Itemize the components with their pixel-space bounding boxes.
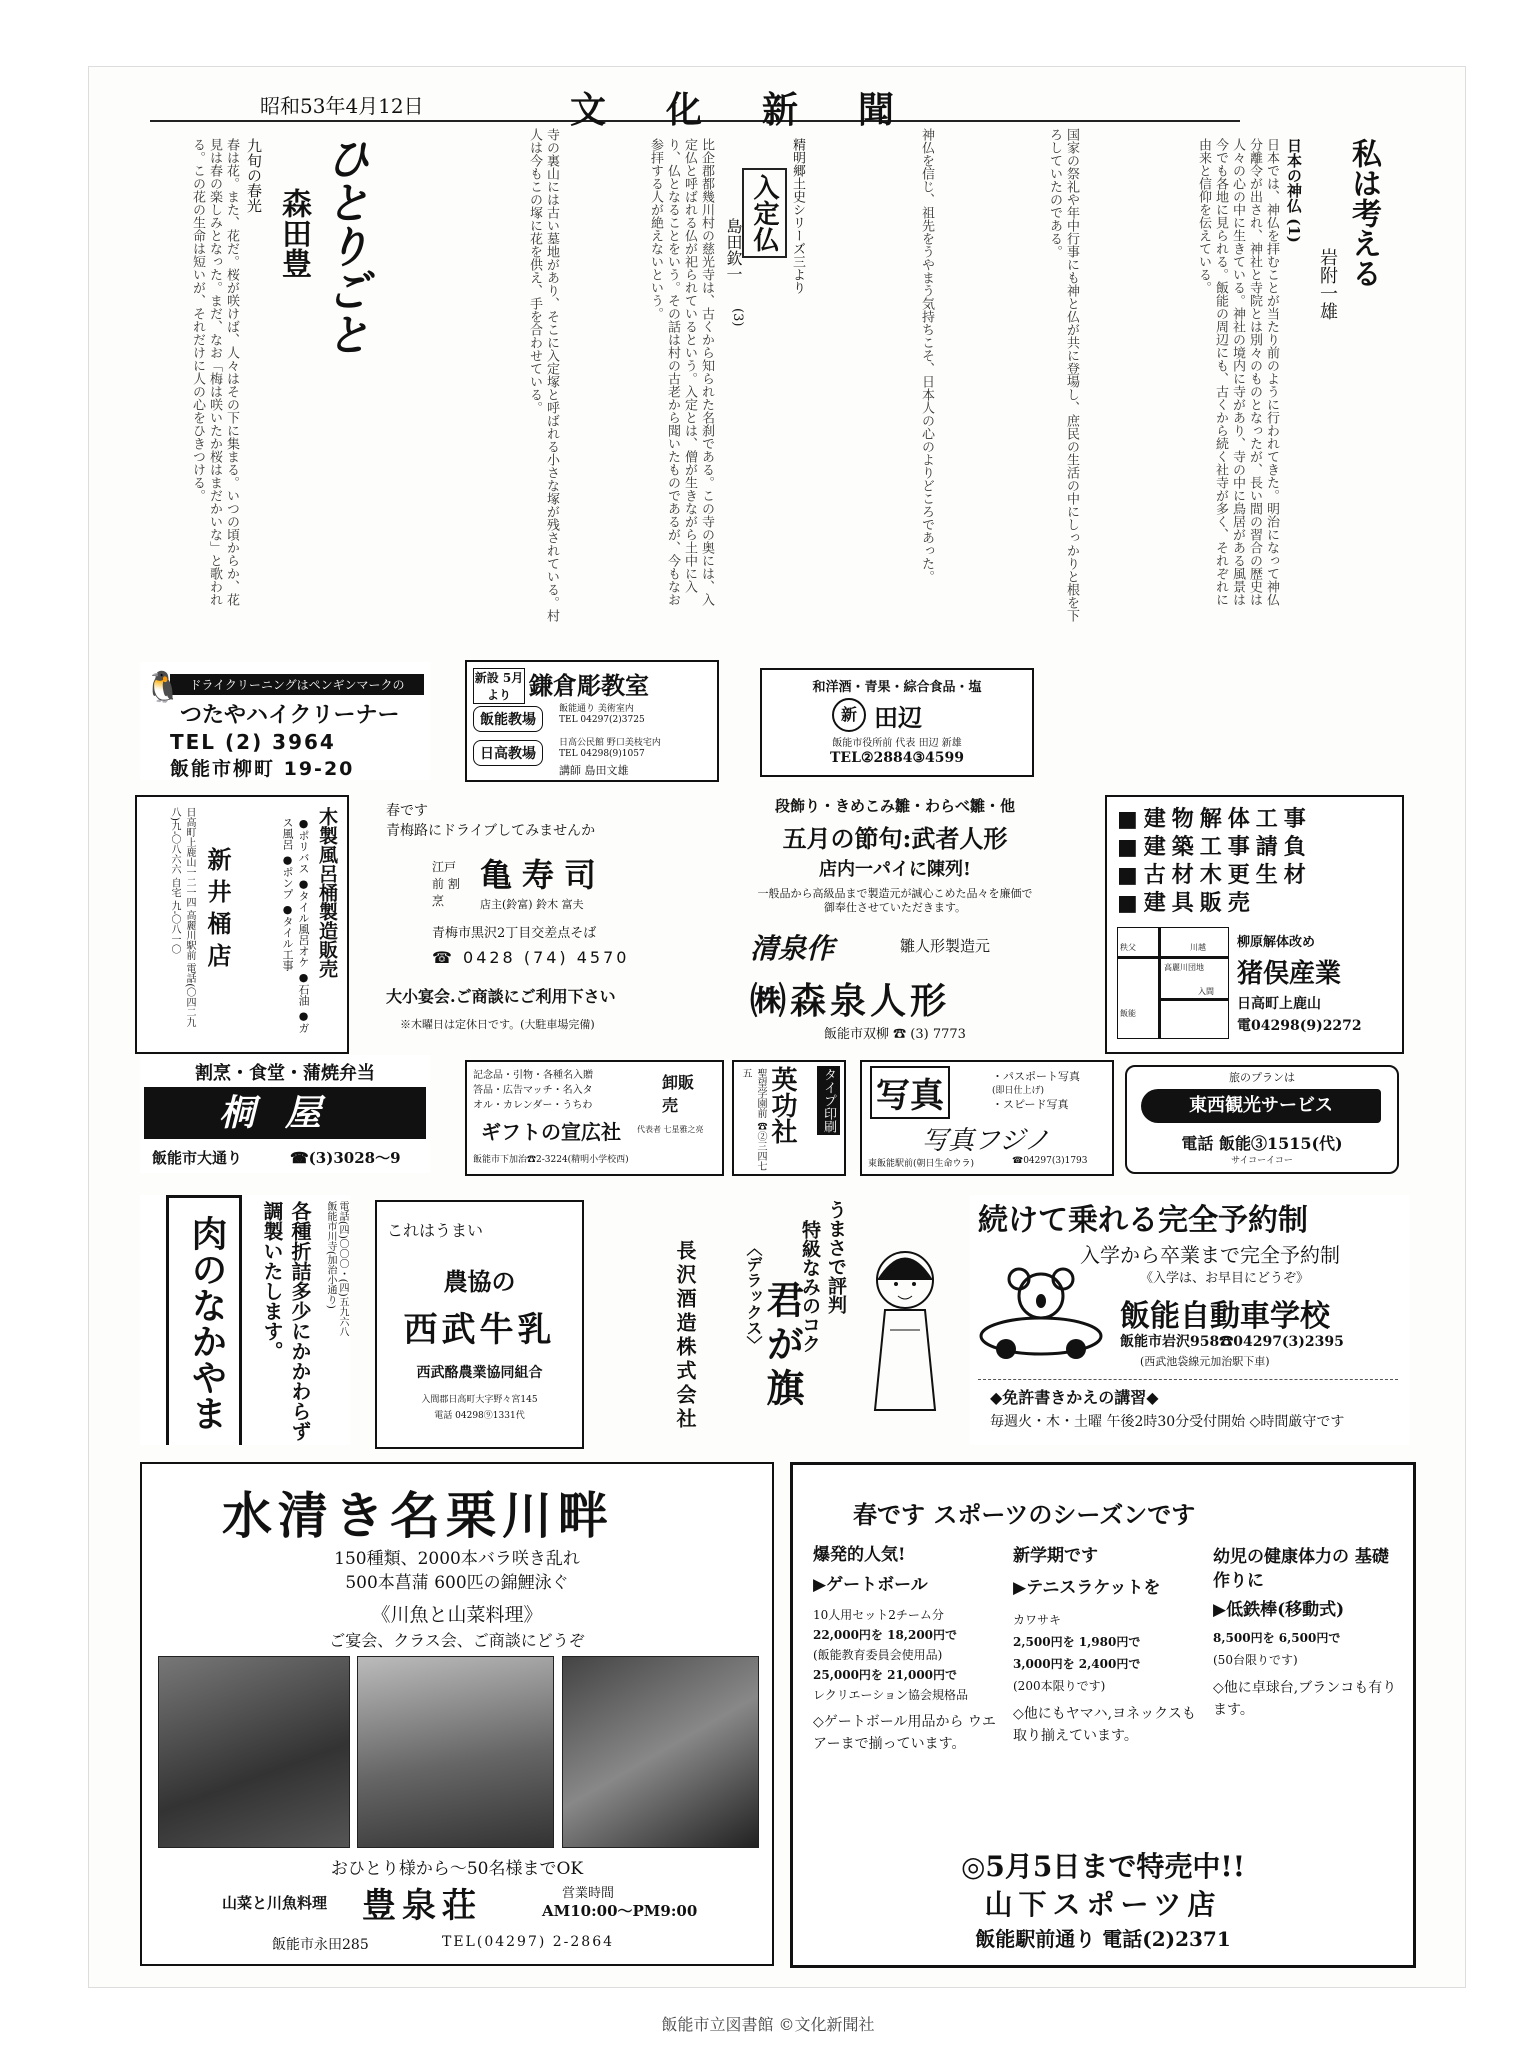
inomata-service-label: 古材木更生材 <box>1143 862 1312 888</box>
school-line3: ◆免許書きかえの講習◆ <box>990 1388 1159 1407</box>
hosenso-line1: 150種類、2000本バラ咲き乱れ <box>334 1549 580 1569</box>
nakayama-copy: 各種折詰多少にかかわらず調製いたします。 <box>260 1201 312 1441</box>
fujino-item2: ・スピード写真 <box>992 1098 1069 1111</box>
essay2-body-continued: 寺の裏山には古い墓地があり、そこに入定塚と呼ばれる小さな塚が残されている。村人は今もこの塚に花を供え、手を合わせている。 <box>527 128 559 622</box>
morisen-maker: 雛人形製造元 <box>900 937 991 955</box>
kimigayo-girl-illustration <box>860 1240 950 1420</box>
hosenso-line4: ご宴会、クラス会、ご商談にどうぞ <box>329 1631 585 1650</box>
tennis-limit: (200本限りです) <box>1013 1679 1106 1693</box>
hosenso-photo-garden <box>357 1656 554 1848</box>
eikosha-side: 聖望学園前 ☎②三四七五 <box>740 1068 766 1172</box>
morisen-line2: 店内一パイに陳列! <box>819 859 971 880</box>
eikosha-kind: タイプ印刷 <box>817 1066 840 1135</box>
map-label-chichibu: 秩父 <box>1120 943 1136 952</box>
kimigayo-maker: 長沢酒造株式会社 <box>673 1240 697 1432</box>
kamakura-class-hanno: 飯能教場 <box>473 706 543 732</box>
essay-subtitle: 九旬の春光 <box>245 138 263 213</box>
gateball-price2: 25,000円を 21,000円で <box>813 1668 958 1682</box>
ad-tsutaya-cleaner <box>140 662 430 780</box>
koala-car-illustration <box>976 1261 1106 1361</box>
ad-yamashita-sports <box>790 1462 1416 1968</box>
ad-photo-fujino <box>860 1060 1114 1176</box>
newspaper-name: 文化新聞 <box>570 89 955 131</box>
senkosha-lines <box>473 1068 593 1113</box>
kamakura-info <box>559 704 661 760</box>
essay-author: 森田豊 <box>276 188 311 278</box>
inomata-note: 柳原解体改め <box>1237 935 1316 950</box>
gateball-line3: (飯能教育委員会使用品) <box>813 1648 943 1662</box>
inomata-service-label: 建物解体工事 <box>1143 806 1312 832</box>
essay-number: (3) <box>730 308 745 327</box>
tanabe-tel: TEL②2884③4599 <box>830 750 964 766</box>
kamakura-info-1: 飯能通り 美術室内 <box>559 704 634 714</box>
sports-sale: ◎5月5日まで特売中!! <box>961 1850 1245 1883</box>
inomata-service-label: 建築工事請負 <box>1143 834 1312 860</box>
square-bullet-icon: ■ <box>1117 834 1144 860</box>
inomata-map <box>1117 927 1229 1039</box>
ad-arai-oke <box>135 795 349 1054</box>
school-name: 飯能自動車学校 <box>1120 1299 1330 1334</box>
inomata-service-item <box>1117 889 1392 917</box>
essay-watashi-wa-kangaeru <box>1085 128 1395 633</box>
ad-kimigayo <box>600 1200 960 1445</box>
tozai-line1: 旅のプランは <box>1229 1071 1295 1084</box>
inomata-service-item <box>1117 805 1392 833</box>
sports-address: 飯能駅前通り 電話(2)2371 <box>975 1927 1231 1951</box>
kiriya-tel: ☎(3)3028～9 <box>290 1149 401 1167</box>
arai-title: 木製風呂桶製造販売 <box>316 807 338 978</box>
senkosha-line1: 記念品・引物・各種名入贈 <box>473 1070 593 1081</box>
gateball-line1: 10人用セット2チーム分 <box>813 1608 944 1622</box>
senkosha-sale: 卸販売 <box>662 1073 695 1115</box>
map-label-kawagoe: 川越 <box>1190 943 1206 952</box>
kamakura-class-hidaka: 日高教場 <box>473 740 543 766</box>
masthead <box>150 86 1240 131</box>
senkosha-line2: 答品・広告マッチ・名入タ <box>473 1085 593 1096</box>
kamezushi-address: 青梅市黒沢2丁目交差点そば <box>432 926 597 941</box>
kamezushi-line2: 青梅路にドライブしてみませんか <box>386 823 596 839</box>
school-address: 飯能市岩沢958☎04297(3)2395 <box>1120 1334 1344 1350</box>
bar-other: ◇他に卓球台,ブランコも有ります。 <box>1213 1680 1397 1718</box>
series-label: 精明郷土史シリーズ三より <box>790 138 805 294</box>
footer-credit: 飯能市立図書館 ©文化新聞社 <box>661 2015 875 2034</box>
arai-name: 新井桶店 <box>203 847 232 975</box>
hosenso-line3: 《川魚と山菜料理》 <box>371 1604 543 1626</box>
kamezushi-kind: 江戸前 割烹 <box>432 860 460 908</box>
kamezushi-note: ※木曜日は定休日です。(大駐車場完備) <box>400 1018 595 1031</box>
essay-body-continued-2: 神仏を信じ、祖先をうやまう気持ちこそ、日本人の心のよりどころであった。 <box>919 128 934 583</box>
tozai-tel: 電話 飯能③1515(代) <box>1181 1134 1343 1153</box>
ad-tozai-kanko <box>1125 1065 1399 1174</box>
essay-body: 日本では、神仏を拝むことが当たり前のように行われてきた。明治になって神仏分離令が出され、神社と寺院とは別々のものとなったが、長い間の習合の歴史は人々の心の中に生きている。神社の境内に寺があり、寺の中に鳥居がある風景は今でも各地に見られる。飯能の周辺にも、古くから続く社寺が多く、それぞれに由来と信仰を伝えている。 <box>1196 138 1279 606</box>
gateball-line6: ◇ゲートボール用品から ウエアーまで揃っています。 <box>813 1714 996 1752</box>
milk-name: 西武牛乳 <box>403 1310 556 1350</box>
kamezushi-line3: 大小宴会.ご商談にご利用下さい <box>386 987 616 1006</box>
hosenso-line2: 500本菖蒲 600匹の錦鯉泳ぐ <box>345 1573 569 1593</box>
issue-date: 昭和53年4月12日 <box>260 94 424 118</box>
kiriya-header: 割烹・食堂・蒲焼弁当 <box>195 1063 375 1084</box>
sports-column-gateball <box>813 1545 1003 1755</box>
morisen-line1: 段飾り・きめこみ雛・わらべ雛・他 <box>774 797 1015 815</box>
essay-hitorigoto <box>130 128 395 633</box>
fujino-item1b: (即日仕上げ) <box>992 1086 1045 1096</box>
tennis-price2: 3,000円を 2,400円で <box>1013 1657 1141 1671</box>
morisen-signature: 清泉作 <box>750 932 835 965</box>
arai-address: 日高町上鹿山一二一四 高麗川駅前 電話(〇四二九八)九-〇八六六 自宅 九-〇八一〇 <box>169 807 195 1028</box>
essay-body-continued: 国家の祭礼や年中行事にも神と仏が共に登場し、庶民の生活の中にしっかりと根を下ろしていたのである。 <box>1047 128 1079 622</box>
nakayama-name: 肉のなかやま <box>166 1195 242 1445</box>
ad-inomata-sangyo <box>1105 795 1404 1054</box>
hosenso-photo-building <box>158 1656 350 1848</box>
tanabe-header: 和洋酒・青果・綜合食品・塩 <box>812 680 982 695</box>
bar-item: ▶低鉄棒(移動式) <box>1213 1600 1345 1620</box>
senkosha-address: 飯能市下加治☎2-3224(精明小学校西) <box>473 1155 629 1165</box>
cleaner-tel: TEL (2) 3964 <box>170 730 336 754</box>
essay-nyujo-butsu <box>565 128 815 633</box>
kimigayo-name: 君が旗 <box>760 1280 805 1412</box>
kamakura-title: 鎌倉彫教室 <box>529 671 649 700</box>
fujino-items <box>992 1070 1080 1112</box>
ad-senkosha <box>465 1060 724 1176</box>
sports-column-tennis <box>1013 1545 1203 1747</box>
fujino-big: 写真 <box>870 1066 950 1119</box>
tennis-other: ◇他にもヤマハ,ヨネックスも取り揃えています。 <box>1013 1706 1196 1744</box>
hosenso-photo-pond <box>562 1656 759 1848</box>
cleaner-address: 飯能市柳町 19-20 <box>170 758 355 780</box>
ad-eikosha <box>732 1060 846 1176</box>
morisen-line3: 一般品から高級品まで製造元が誠心こめた品々を廉価で御奉仕させていただきます。 <box>757 887 1033 914</box>
hosenso-tel: TEL(04297) 2-2864 <box>442 1934 615 1950</box>
fujino-tel: ☎04297(3)1793 <box>1012 1156 1088 1166</box>
inomata-service-list <box>1117 805 1392 917</box>
ad-kiriya <box>140 1055 430 1173</box>
sports-name: 山下スポーツ店 <box>984 1888 1222 1921</box>
essay-author: 岩附一雄 <box>1317 248 1338 320</box>
arai-items: ●ポリバス ●タイル風呂オケ ●石油 ●ガス風呂 ●ポンプ ●タイル工事 <box>281 817 310 1034</box>
essay-title: 入定仏 <box>742 168 787 258</box>
tennis-brand: カワサキ <box>1013 1613 1062 1627</box>
nakayama-address: 飯能市川寺(加治小通り) <box>325 1201 336 1309</box>
eikosha-name: 英功社 <box>767 1066 797 1144</box>
square-bullet-icon: ■ <box>1117 862 1144 888</box>
map-label-danchi: 高麗川団地 <box>1164 963 1204 972</box>
inomata-service-item <box>1117 861 1392 889</box>
square-bullet-icon: ■ <box>1117 806 1144 832</box>
ad-hosenso <box>140 1462 774 1966</box>
senkosha-name: ギフトの宣広社 <box>481 1120 621 1144</box>
bar-limit: (50台限りです) <box>1213 1653 1298 1667</box>
tennis-item: ▶テニスラケットを <box>1013 1578 1161 1598</box>
cleaner-banner: ドライクリーニングはペンギンマークの <box>170 674 424 695</box>
kamakura-info-3: 日高公民館 野口美枝宅内 <box>559 738 661 748</box>
school-note: (西武池袋線元加治駅下車) <box>1140 1355 1270 1368</box>
milk-address: 入間郡日高町大字野々宮145 <box>421 1395 538 1405</box>
hosenso-line5: おひとり様から～50名様までOK <box>330 1859 584 1879</box>
milk-org: 西武酪農業協同組合 <box>416 1365 543 1381</box>
morisen-address: 飯能市双柳 ☎ (3) 7773 <box>824 1027 966 1042</box>
inomata-service-label: 建具販売 <box>1143 890 1256 916</box>
essay-title: ひとりごと <box>318 136 369 356</box>
ad-seibu-milk <box>375 1200 584 1449</box>
tozai-name: 東西観光サービス <box>1141 1089 1381 1123</box>
bar-price: 8,500円を 6,500円で <box>1213 1631 1341 1645</box>
fujino-item1: ・パスポート写真 <box>992 1070 1080 1083</box>
gateball-item: ▶ゲートボール <box>813 1575 928 1595</box>
tanabe-mark: 新 <box>832 698 866 732</box>
school-title: 続けて乗れる完全予約制 <box>978 1203 1308 1238</box>
ad-kamezushi <box>370 800 720 1050</box>
school-line1: 入学から卒業まで完全予約制 <box>1080 1243 1340 1267</box>
milk-line1: これはうまい <box>387 1221 484 1240</box>
sports-column-bar <box>1213 1545 1403 1721</box>
kamezushi-owner: 店主(鈴富) 鈴木 富夫 <box>480 898 584 911</box>
essay-author: 島田欽一 <box>724 218 743 282</box>
essay-subtitle: 日本の神仏 (1) <box>1285 138 1303 243</box>
essay-body: 春は花。また、花だ。桜が咲けば、人々はその下に集まる。いつの頃からか、花見は春の楽しみとなった。まだ、なお「梅は咲いたか桜はまだかいな」と歌われる。この花の生命は短いが、それだけに人の心をひきつける。 <box>190 138 239 606</box>
kamakura-info-2: TEL 04297(2)3725 <box>559 715 645 725</box>
ad-kamakura-bori <box>465 660 719 782</box>
inomata-service-item <box>1117 833 1392 861</box>
tanabe-name: 田辺 <box>874 703 922 732</box>
hosenso-hours: AM10:00～PM9:00 <box>542 1902 698 1920</box>
hosenso-kind: 山菜と川魚料理 <box>222 1894 328 1912</box>
gateball-heading: 爆発的人気! <box>813 1545 906 1565</box>
tennis-heading: 新学期です <box>1013 1546 1098 1566</box>
ad-tanabe <box>760 668 1034 777</box>
ad-niku-nakayama <box>140 1195 350 1445</box>
kamezushi-name: 亀寿司 <box>480 856 607 894</box>
tanabe-address: 飯能市役所前 代表 田辺 新雄 <box>832 738 962 749</box>
kimigayo-copy2: 特級なみのコク <box>799 1220 821 1353</box>
milk-tel: 電話 04298⑨1331代 <box>434 1411 525 1421</box>
bar-heading: 幼児の健康体力の 基礎作りに <box>1213 1547 1389 1591</box>
kimigayo-grade: 〈デラックス〉 <box>744 1240 763 1352</box>
senkosha-line3: オル・カレンダー・うちわ <box>473 1100 593 1111</box>
kamakura-info-4: TEL 04298(9)1057 <box>559 749 645 759</box>
kiriya-name: 桐屋 <box>144 1087 426 1139</box>
cleaner-name: つたやハイクリーナー <box>180 703 400 728</box>
penguin-icon: 🐧 <box>144 670 182 705</box>
morisen-name: ㈱森泉人形 <box>750 980 951 1022</box>
tennis-price1: 2,500円を 1,980円で <box>1013 1635 1141 1649</box>
nakayama-tel: 電話(四)〇〇〇・(四)五九六八 <box>337 1201 348 1337</box>
morisen-title: 五月の節句:武者人形 <box>782 824 1008 853</box>
kimigayo-copy1: うまさで評判 <box>825 1200 847 1314</box>
inomata-address: 日高町上鹿山 <box>1237 996 1321 1012</box>
school-line2: 《入学は、お早目にどうぞ》 <box>1140 1271 1310 1286</box>
essay-title: 私は考える <box>1346 138 1381 288</box>
kamakura-new-label: 新設 5月より <box>473 668 525 704</box>
hosenso-name: 豊泉荘 <box>362 1886 482 1926</box>
gateball-price1: 22,000円を 18,200円で <box>813 1628 958 1642</box>
kamezushi-tel: ☎ 0428 (74) 4570 <box>432 948 630 967</box>
hosenso-address: 飯能市永田285 <box>272 1937 369 1953</box>
fujino-address: 東飯能駅前(朝日生命ウラ) <box>868 1159 975 1169</box>
inomata-tel: 電04298(9)2272 <box>1237 1018 1362 1034</box>
kiriya-address: 飯能市大通り <box>152 1149 243 1167</box>
sports-title: 春です スポーツのシーズンです <box>853 1501 1196 1529</box>
fujino-name: 写真フジノ <box>922 1126 1050 1156</box>
ad-morisen-ningyo <box>730 795 1060 1050</box>
essay-body: 比企郡都幾川村の慈光寺は、古くから知られた名刹である。この寺の奥には、入定仏と呼ばれる仏が祀られているという。入定とは、僧が生きながら土中に入り、仏となることをいう。その話は村の古老から聞いたものであるが、今もなお参拝する人が絶えないという。 <box>648 138 714 606</box>
kamezushi-line1: 春です <box>386 803 428 819</box>
ad-hanno-driving-school <box>970 1195 1410 1445</box>
milk-line2: 農協の <box>443 1267 516 1296</box>
square-bullet-icon: ■ <box>1117 890 1144 916</box>
map-label-hanno: 飯能 <box>1120 1009 1136 1018</box>
senkosha-rep: 代表者 七星雅之亮 <box>637 1125 704 1134</box>
tozai-sub: サイコーイコー <box>1231 1156 1293 1166</box>
map-label-iruma: 入間 <box>1198 987 1214 996</box>
kamakura-teacher: 講師 島田文雄 <box>559 764 629 777</box>
hosenso-hours-label: 営業時間 <box>562 1886 615 1901</box>
inomata-name: 猪俣産業 <box>1237 959 1342 989</box>
hosenso-title: 水清き名栗川畔 <box>222 1486 614 1545</box>
school-line4: 毎週火・木・土曜 午後2時30分受付開始 ◇時間厳守です <box>990 1414 1345 1430</box>
gateball-line5: レクリエーション協会規格品 <box>813 1688 969 1702</box>
